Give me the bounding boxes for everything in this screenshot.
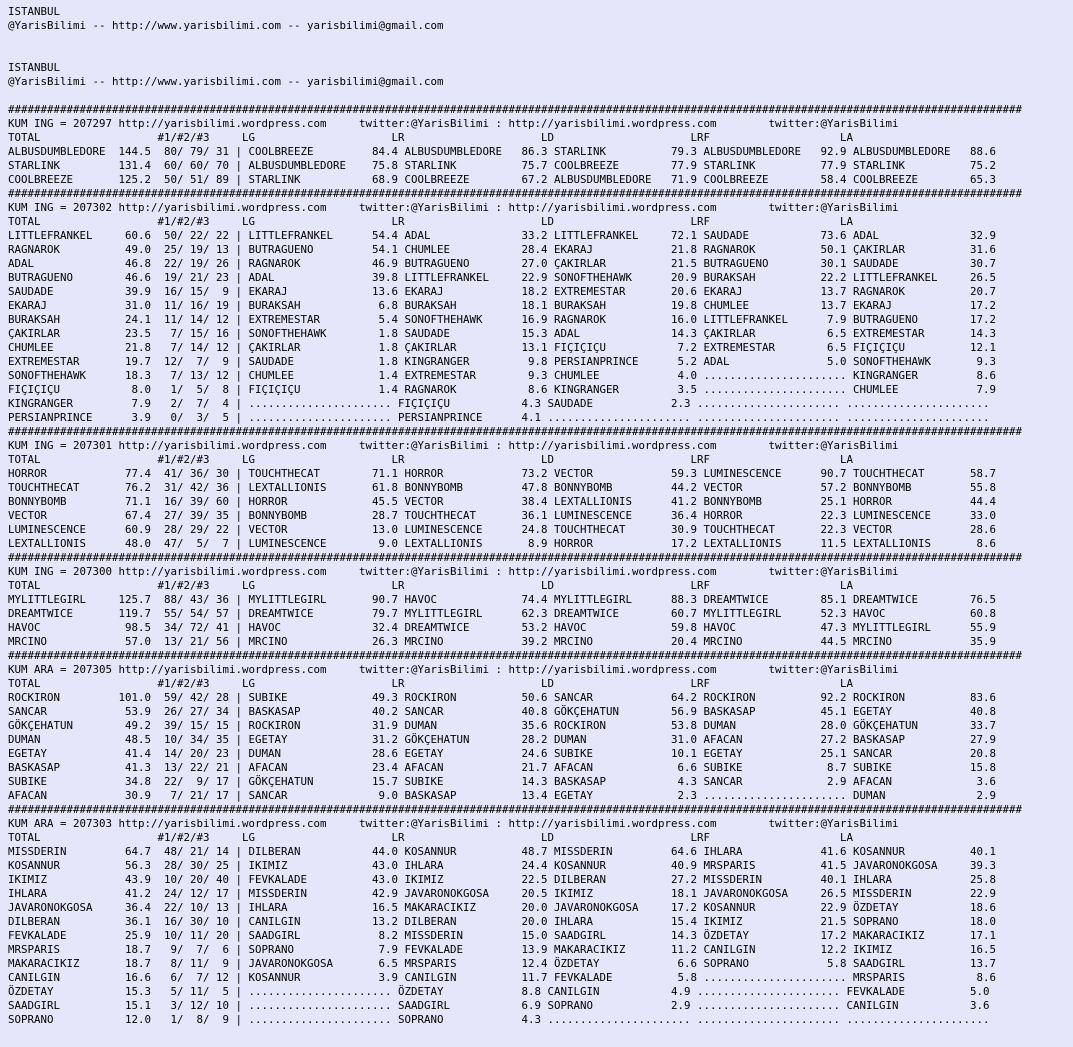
- race-title: KUM ING = 207301 http://yarisbilimi.wordpress.com twitter:@YarisBilimi : http://yarisbilimi.wordpress.com twitter:@YarisBilimi: [8, 439, 899, 452]
- header-city: ISTANBUL: [8, 5, 61, 18]
- table-row: BUTRAGUENO 46.6 19/ 21/ 23 | ADAL 39.8 LITTLEFRANKEL 22.9 SONOFTHEHAWK 20.9 BURAKSAH 22.2 LITTLEFRANKEL 26.5: [8, 271, 997, 284]
- table-row: COOLBREEZE 125.2 50/ 51/ 89 | STARLINK 68.9 COOLBREEZE 67.2 ALBUSDUMBLEDORE 71.9 COOLBREEZE 58.4 COOLBREEZE 65.3: [8, 173, 997, 186]
- spacer: [8, 33, 1073, 61]
- race-title: KUM ING = 207302 http://yarisbilimi.wordpress.com twitter:@YarisBilimi : http://yarisbilimi.wordpress.com twitter:@YarisBilimi: [8, 201, 899, 214]
- table-row: SUBIKE 34.8 22/ 9/ 17 | GÖKÇEHATUN 15.7 SUBIKE 14.3 BASKASAP 4.3 SANCAR 2.9 AFACAN 3.6: [8, 775, 997, 788]
- table-row: MRSPARIS 18.7 9/ 7/ 6 | SOPRANO 7.9 FEVKALADE 13.9 MAKARACIKIZ 11.2 CANILGIN 12.2 IKIMIZ 16.5: [8, 943, 997, 956]
- table-row: CANILGIN 16.6 6/ 7/ 12 | KOSANNUR 3.9 CANILGIN 11.7 FEVKALADE 5.8 ...................... MRSPARIS 8.6: [8, 971, 997, 984]
- table-row: LITTLEFRANKEL 60.6 50/ 22/ 22 | LITTLEFRANKEL 54.4 ADAL 33.2 LITTLEFRANKEL 72.1 SAUDADE 73.6 ADAL 32.9: [8, 229, 997, 242]
- table-row: JAVARONOKGOSA 36.4 22/ 10/ 13 | IHLARA 16.5 MAKARACIKIZ 20.0 JAVARONOKGOSA 17.2 KOSANNUR 22.9 ÖZDETAY 18.6: [8, 901, 997, 914]
- separator-line: ############################################################################################################################################################: [8, 103, 1023, 116]
- table-row: VECTOR 67.4 27/ 39/ 35 | BONNYBOMB 28.7 TOUCHTHECAT 36.1 LUMINESCENCE 36.4 HORROR 22.3 LUMINESCENCE 33.0: [8, 509, 997, 522]
- header-city-2: ISTANBUL: [8, 61, 61, 74]
- table-row: KINGRANGER 7.9 2/ 7/ 4 | ...................... FIÇIÇIÇU 4.3 SAUDADE 2.3 ...................... ......................: [8, 397, 990, 410]
- race-title: KUM ARA = 207305 http://yarisbilimi.wordpress.com twitter:@YarisBilimi : http://yarisbilimi.wordpress.com twitter:@YarisBilimi: [8, 663, 899, 676]
- column-header: TOTAL #1/#2/#3 LG LR LD LRF LA: [8, 131, 854, 144]
- column-header: TOTAL #1/#2/#3 LG LR LD LRF LA: [8, 579, 854, 592]
- table-row: EGETAY 41.4 14/ 20/ 23 | DUMAN 28.6 EGETAY 24.6 SUBIKE 10.1 EGETAY 25.1 SANCAR 20.8: [8, 747, 997, 760]
- table-row: BONNYBOMB 71.1 16/ 39/ 60 | HORROR 45.5 VECTOR 38.4 LEXTALLIONIS 41.2 BONNYBOMB 25.1 HORROR 44.4: [8, 495, 997, 508]
- header-contact-2: @YarisBilimi -- http://www.yarisbilimi.com -- yarisbilimi@gmail.com: [8, 75, 444, 88]
- table-row: MRCINO 57.0 13/ 21/ 56 | MRCINO 26.3 MRCINO 39.2 MRCINO 20.4 MRCINO 44.5 MRCINO 35.9: [8, 635, 997, 648]
- separator-line: ############################################################################################################################################################: [8, 425, 1023, 438]
- table-row: SONOFTHEHAWK 18.3 7/ 13/ 12 | CHUMLEE 1.4 EXTREMESTAR 9.3 CHUMLEE 4.0 ...................... KINGRANGER 8.6: [8, 369, 997, 382]
- table-row: GÖKÇEHATUN 49.2 39/ 15/ 15 | ROCKIRON 31.9 DUMAN 35.6 ROCKIRON 53.8 DUMAN 28.0 GÖKÇEHATUN 33.7: [8, 719, 997, 732]
- separator-line: ############################################################################################################################################################: [8, 187, 1023, 200]
- table-row: ALBUSDUMBLEDORE 144.5 80/ 79/ 31 | COOLBREEZE 84.4 ALBUSDUMBLEDORE 86.3 STARLINK 79.3 ALBUSDUMBLEDORE 92.9 ALBUSDUMBLEDORE 88.6: [8, 145, 997, 158]
- table-row: KOSANNUR 56.3 28/ 30/ 25 | IKIMIZ 43.0 IHLARA 24.4 KOSANNUR 40.9 MRSPARIS 41.5 JAVARONOKGOSA 39.3: [8, 859, 997, 872]
- race-tables: [8, 103, 1073, 1027]
- table-row: ADAL 46.8 22/ 19/ 26 | RAGNAROK 46.9 BUTRAGUENO 27.0 ÇAKIRLAR 21.5 BUTRAGUENO 30.1 SAUDADE 30.7: [8, 257, 997, 270]
- race-block: [8, 187, 1073, 425]
- column-header: TOTAL #1/#2/#3 LG LR LD LRF LA: [8, 215, 854, 228]
- race-block: [8, 103, 1073, 187]
- table-row: LUMINESCENCE 60.9 28/ 29/ 22 | VECTOR 13.0 LUMINESCENCE 24.8 TOUCHTHECAT 30.9 TOUCHTHECAT 22.3 VECTOR 28.6: [8, 523, 997, 536]
- column-header: TOTAL #1/#2/#3 LG LR LD LRF LA: [8, 677, 854, 690]
- table-row: EXTREMESTAR 19.7 12/ 7/ 9 | SAUDADE 1.8 KINGRANGER 9.8 PERSIANPRINCE 5.2 ADAL 5.0 SONOFTHEHAWK 9.3: [8, 355, 997, 368]
- column-header: TOTAL #1/#2/#3 LG LR LD LRF LA: [8, 453, 854, 466]
- race-block: [8, 649, 1073, 803]
- table-row: SOPRANO 12.0 1/ 8/ 9 | ...................... SOPRANO 4.3 ...................... ...................... ......................: [8, 1013, 990, 1026]
- spacer: [8, 89, 1073, 103]
- table-row: MAKARACIKIZ 18.7 8/ 11/ 9 | JAVARONOKGOSA 6.5 MRSPARIS 12.4 ÖZDETAY 6.6 SOPRANO 5.8 SAADGIRL 13.7: [8, 957, 997, 970]
- race-block: [8, 551, 1073, 649]
- table-row: CHUMLEE 21.8 7/ 14/ 12 | ÇAKIRLAR 1.8 ÇAKIRLAR 13.1 FIÇIÇIÇU 7.2 EXTREMESTAR 6.5 FIÇIÇIÇU 12.1: [8, 341, 997, 354]
- separator-line: ############################################################################################################################################################: [8, 649, 1023, 662]
- table-row: IHLARA 41.2 24/ 12/ 17 | MISSDERIN 42.9 JAVARONOKGOSA 20.5 IKIMIZ 18.1 JAVARONOKGOSA 26.5 MISSDERIN 22.9: [8, 887, 997, 900]
- separator-line: ############################################################################################################################################################: [8, 551, 1023, 564]
- table-row: ÇAKIRLAR 23.5 7/ 15/ 16 | SONOFTHEHAWK 1.8 SAUDADE 15.3 ADAL 14.3 ÇAKIRLAR 6.5 EXTREMESTAR 14.3: [8, 327, 997, 340]
- table-row: HORROR 77.4 41/ 36/ 30 | TOUCHTHECAT 71.1 HORROR 73.2 VECTOR 59.3 LUMINESCENCE 90.7 TOUCHTHECAT 58.7: [8, 467, 997, 480]
- table-row: BURAKSAH 24.1 11/ 14/ 12 | EXTREMESTAR 5.4 SONOFTHEHAWK 16.9 RAGNAROK 16.0 LITTLEFRANKEL 7.9 BUTRAGUENO 17.2: [8, 313, 997, 326]
- table-row: AFACAN 30.9 7/ 21/ 17 | SANCAR 9.0 BASKASAP 13.4 EGETAY 2.3 ...................... DUMAN 2.9: [8, 789, 997, 802]
- separator-line: ############################################################################################################################################################: [8, 803, 1023, 816]
- table-row: SAUDADE 39.9 16/ 15/ 9 | EKARAJ 13.6 EKARAJ 18.2 EXTREMESTAR 20.6 EKARAJ 13.7 RAGNAROK 20.7: [8, 285, 997, 298]
- table-row: EKARAJ 31.0 11/ 16/ 19 | BURAKSAH 6.8 BURAKSAH 18.1 BURAKSAH 19.8 CHUMLEE 13.7 EKARAJ 17.2: [8, 299, 997, 312]
- table-row: MISSDERIN 64.7 48/ 21/ 14 | DILBERAN 44.0 KOSANNUR 48.7 MISSDERIN 64.6 IHLARA 41.6 KOSANNUR 40.1: [8, 845, 997, 858]
- table-row: FEVKALADE 25.9 10/ 11/ 20 | SAADGIRL 8.2 MISSDERIN 15.0 SAADGIRL 14.3 ÖZDETAY 17.2 MAKARACIKIZ 17.1: [8, 929, 997, 942]
- table-row: STARLINK 131.4 60/ 60/ 70 | ALBUSDUMBLEDORE 75.8 STARLINK 75.7 COOLBREEZE 77.9 STARLINK 77.9 STARLINK 75.2: [8, 159, 997, 172]
- race-title: KUM ING = 207297 http://yarisbilimi.wordpress.com twitter:@YarisBilimi : http://yarisbilimi.wordpress.com twitter:@YarisBilimi: [8, 117, 899, 130]
- table-row: DREAMTWICE 119.7 55/ 54/ 57 | DREAMTWICE 79.7 MYLITTLEGIRL 62.3 DREAMTWICE 60.7 MYLITTLEGIRL 52.3 HAVOC 60.8: [8, 607, 997, 620]
- table-row: HAVOC 98.5 34/ 72/ 41 | HAVOC 32.4 DREAMTWICE 53.2 HAVOC 59.8 HAVOC 47.3 MYLITTLEGIRL 55.9: [8, 621, 997, 634]
- race-block: [8, 425, 1073, 551]
- race-title: KUM ARA = 207303 http://yarisbilimi.wordpress.com twitter:@YarisBilimi : http://yarisbilimi.wordpress.com twitter:@YarisBilimi: [8, 817, 899, 830]
- race-block: [8, 803, 1073, 1027]
- table-row: MYLITTLEGIRL 125.7 88/ 43/ 36 | MYLITTLEGIRL 90.7 HAVOC 74.4 MYLITTLEGIRL 88.3 DREAMTWICE 85.1 DREAMTWICE 76.5: [8, 593, 997, 606]
- table-row: SANCAR 53.9 26/ 27/ 34 | BASKASAP 40.2 SANCAR 40.8 GÖKÇEHATUN 56.9 BASKASAP 45.1 EGETAY 40.8: [8, 705, 997, 718]
- header-contact: @YarisBilimi -- http://www.yarisbilimi.com -- yarisbilimi@gmail.com: [8, 19, 444, 32]
- table-row: TOUCHTHECAT 76.2 31/ 42/ 36 | LEXTALLIONIS 61.8 BONNYBOMB 47.8 BONNYBOMB 44.2 VECTOR 57.2 BONNYBOMB 55.8: [8, 481, 997, 494]
- table-row: ÖZDETAY 15.3 5/ 11/ 5 | ...................... ÖZDETAY 8.8 CANILGIN 4.9 ...................... FEVKALADE 5.0: [8, 985, 990, 998]
- race-title: KUM ING = 207300 http://yarisbilimi.wordpress.com twitter:@YarisBilimi : http://yarisbilimi.wordpress.com twitter:@YarisBilimi: [8, 565, 899, 578]
- table-row: DILBERAN 36.1 16/ 30/ 10 | CANILGIN 13.2 DILBERAN 20.0 IHLARA 15.4 IKIMIZ 21.5 SOPRANO 18.0: [8, 915, 997, 928]
- table-row: DUMAN 48.5 10/ 34/ 35 | EGETAY 31.2 GÖKÇEHATUN 28.2 DUMAN 31.0 AFACAN 27.2 BASKASAP 27.9: [8, 733, 997, 746]
- table-row: ROCKIRON 101.0 59/ 42/ 28 | SUBIKE 49.3 ROCKIRON 50.6 SANCAR 64.2 ROCKIRON 92.2 ROCKIRON 83.6: [8, 691, 997, 704]
- table-row: RAGNAROK 49.0 25/ 19/ 13 | BUTRAGUENO 54.1 CHUMLEE 28.4 EKARAJ 21.8 RAGNAROK 50.1 ÇAKIRLAR 31.6: [8, 243, 997, 256]
- column-header: TOTAL #1/#2/#3 LG LR LD LRF LA: [8, 831, 854, 844]
- table-row: LEXTALLIONIS 48.0 47/ 5/ 7 | LUMINESCENCE 9.0 LEXTALLIONIS 8.9 HORROR 17.2 LEXTALLIONIS 11.5 LEXTALLIONIS 8.6: [8, 537, 997, 550]
- table-row: BASKASAP 41.3 13/ 22/ 21 | AFACAN 23.4 AFACAN 21.7 AFACAN 6.6 SUBIKE 8.7 SUBIKE 15.8: [8, 761, 997, 774]
- table-row: SAADGIRL 15.1 3/ 12/ 10 | ...................... SAADGIRL 6.9 SOPRANO 2.9 ...................... CANILGIN 3.6: [8, 999, 990, 1012]
- table-row: PERSIANPRINCE 3.9 0/ 3/ 5 | ...................... PERSIANPRINCE 4.1 ...................... ...................... ......................: [8, 411, 990, 424]
- table-row: FIÇIÇIÇU 8.0 1/ 5/ 8 | FIÇIÇIÇU 1.4 RAGNAROK 8.6 KINGRANGER 3.5 ...................... CHUMLEE 7.9: [8, 383, 997, 396]
- table-row: IKIMIZ 43.9 10/ 20/ 40 | FEVKALADE 43.0 IKIMIZ 22.5 DILBERAN 27.2 MISSDERIN 40.1 IHLARA 25.8: [8, 873, 997, 886]
